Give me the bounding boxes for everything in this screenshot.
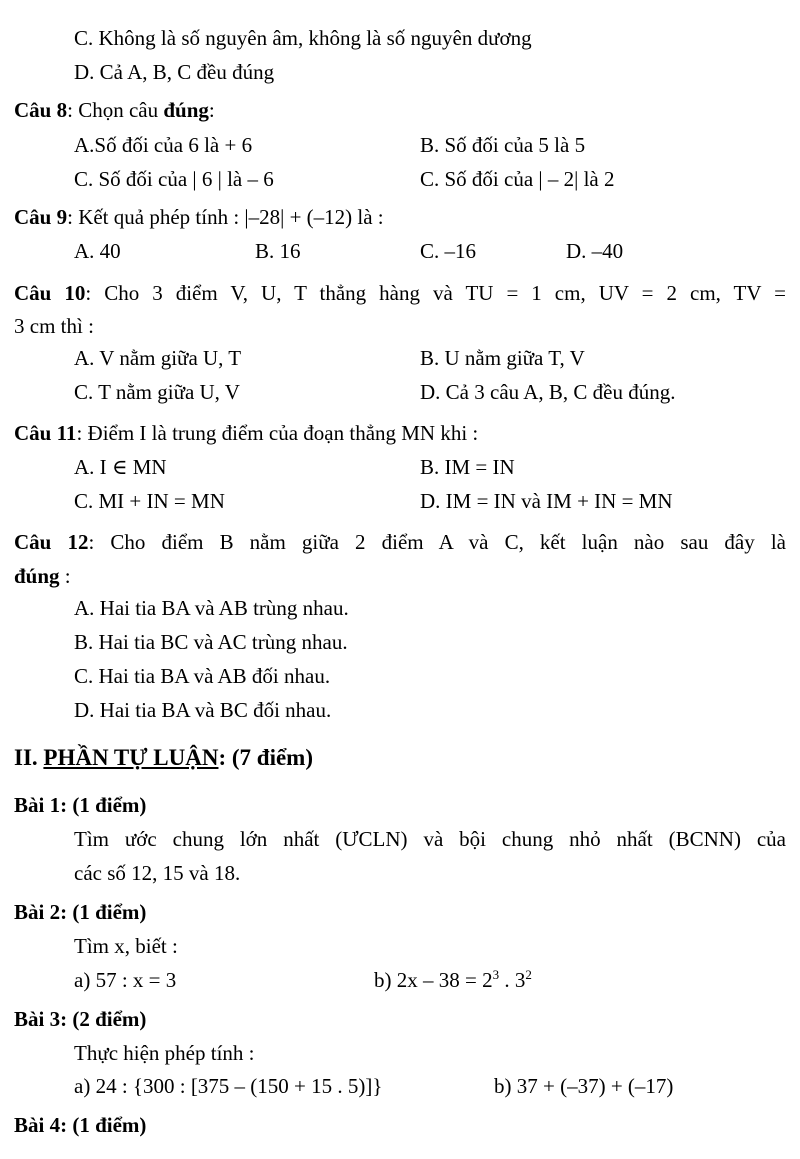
question-11-option-c: C. MI + IN = MN [74, 489, 225, 513]
question-9-text: : Kết quả phép tính : |–28| + (–12) là : [67, 205, 384, 229]
question-10-option-a: A. V nằm giữa U, T [74, 346, 242, 370]
question-12 [14, 529, 786, 555]
exercise-1-points: : (1 điểm) [60, 793, 147, 817]
question-11-text: : Điểm I là trung điểm của đoạn thẳng MN khi : [76, 421, 479, 445]
question-12-option-a: A. Hai tia BA và AB trùng nhau. [74, 596, 349, 620]
exercise-1-line1: Tìm ước chung lớn nhất (ƯCLN) và bội chung nhỏ nhất (BCNN) của [74, 827, 786, 851]
exercise-1-label: Bài 1 [14, 793, 61, 817]
question-10-text-line1: : Cho 3 điểm V, U, T thẳng hàng và TU = 1 cm, UV = 2 cm, TV = [85, 281, 786, 305]
question-8-option-c2: C. Số đối của | – 2| là 2 [420, 167, 615, 191]
question-12-label: Câu 12 [14, 530, 89, 554]
exercise-2-b-exp2: 2 [525, 967, 532, 982]
exercise-2-part-a: a) 57 : x = 3 [74, 968, 177, 992]
question-10-option-b: B. U nằm giữa T, V [420, 346, 585, 370]
exercise-1-heading [14, 792, 146, 818]
exercise-2-b-prefix: b) 2x – 38 = 2 [374, 968, 493, 992]
question-9-option-b: B. 16 [255, 239, 301, 263]
option-d-prev: D. Cả A, B, C đều đúng [74, 60, 275, 84]
option-c-prev: C. Không là số nguyên âm, không là số nguyên dương [74, 26, 532, 50]
question-8-option-b: B. Số đối của 5 là 5 [420, 133, 586, 157]
question-12-text-line1: : Cho điểm B nằm giữa 2 điểm A và C, kết luận nào sau đây là [88, 530, 786, 554]
exercise-4-heading [14, 1112, 146, 1138]
question-11-option-a: A. I ∈ MN [74, 455, 167, 479]
question-12-text-line2 [14, 563, 71, 589]
exercise-2-intro: Tìm x, biết : [74, 934, 178, 958]
question-8-prefix: : Chọn câu [67, 98, 164, 122]
question-8-option-a: A.Số đối của 6 là + 6 [74, 133, 253, 157]
exercise-3-part-a: a) 24 : {300 : [375 – (150 + 15 . 5)]} [74, 1074, 383, 1098]
question-10 [14, 280, 786, 306]
exercise-2-part-b [374, 967, 532, 993]
question-10-text-line2: 3 cm thì : [14, 314, 94, 338]
section-points: : (7 điểm) [218, 745, 313, 770]
question-9-option-a: A. 40 [74, 239, 121, 263]
section-heading-part2 [14, 745, 313, 771]
exercise-4-points: : (1 điểm) [60, 1113, 147, 1137]
question-8-option-c: C. Số đối của | 6 | là – 6 [74, 167, 274, 191]
question-9-label: Câu 9 [14, 205, 68, 229]
question-10-label: Câu 10 [14, 281, 86, 305]
question-12-text-rest: : [59, 564, 71, 588]
exercise-1-line2: các số 12, 15 và 18. [74, 861, 241, 885]
question-10-option-c: C. T nằm giữa U, V [74, 380, 240, 404]
question-10-option-d: D. Cả 3 câu A, B, C đều đúng. [420, 380, 676, 404]
question-12-emph: đúng [14, 564, 60, 588]
question-12-option-b: B. Hai tia BC và AC trùng nhau. [74, 630, 348, 654]
section-title: PHẦN TỰ LUẬN [43, 745, 219, 770]
section-numeral: II. [14, 745, 44, 770]
exercise-2-b-exp1: 3 [492, 967, 500, 982]
question-11-option-b: B. IM = IN [420, 455, 515, 479]
question-8-emph: đúng [163, 98, 209, 122]
exercise-3-heading: Bài 3: (2 điểm) [14, 1007, 147, 1031]
question-9 [14, 204, 384, 230]
question-8-suffix: : [208, 98, 215, 122]
question-11-option-d: D. IM = IN và IM + IN = MN [420, 489, 673, 513]
question-12-option-c: C. Hai tia BA và AB đối nhau. [74, 664, 331, 688]
question-11 [14, 420, 478, 446]
exercise-3-intro: Thực hiện phép tính : [74, 1041, 255, 1065]
exercise-3-part-b: b) 37 + (–37) + (–17) [494, 1074, 674, 1098]
exercise-2-b-mid: . 3 [499, 968, 526, 992]
question-8-label: Câu 8 [14, 98, 68, 122]
exercise-2-heading: Bài 2: (1 điểm) [14, 900, 147, 924]
question-8 [14, 97, 215, 123]
question-9-option-c: C. –16 [420, 239, 477, 263]
exercise-4-label: Bài 4 [14, 1113, 61, 1137]
question-12-option-d: D. Hai tia BA và BC đối nhau. [74, 698, 332, 722]
question-11-label: Câu 11 [14, 421, 77, 445]
question-9-option-d: D. –40 [566, 239, 624, 263]
